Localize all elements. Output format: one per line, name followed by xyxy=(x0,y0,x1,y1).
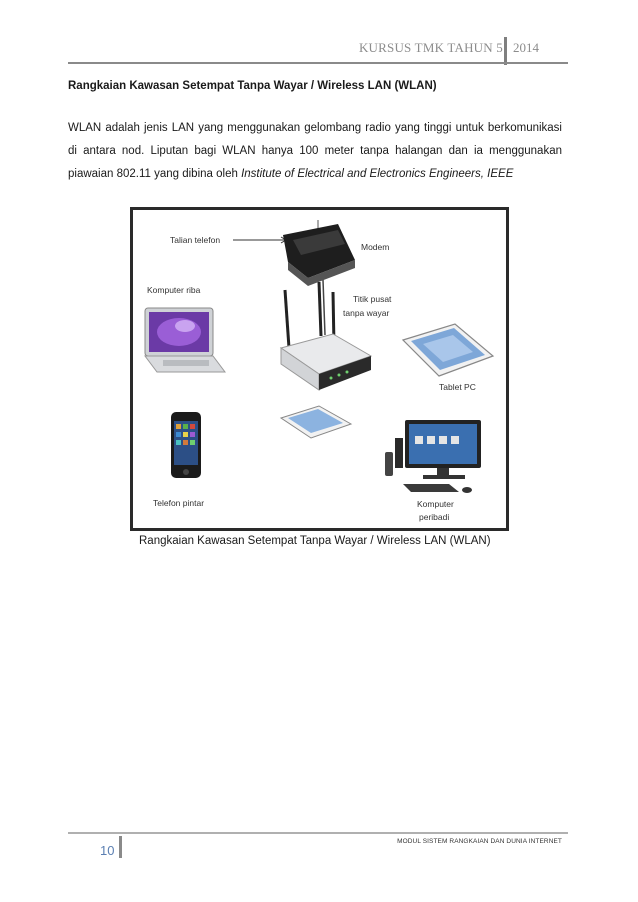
label-pc-1: Komputer xyxy=(417,499,454,509)
body-paragraph xyxy=(68,117,562,186)
footer-rule xyxy=(68,832,568,834)
header-year: 2014 xyxy=(513,40,539,55)
label-modem: Modem xyxy=(361,242,390,252)
smartphone-icon xyxy=(171,412,201,478)
label-access-point-2: tanpa wayar xyxy=(343,308,390,318)
desktop-computer-icon xyxy=(385,420,481,493)
paragraph-italic: Institute of Electrical and Electronics Engineers, IEEE xyxy=(241,168,514,180)
paragraph-text: WLAN adalah jenis LAN yang menggunakan gelombang radio yang tinggi untuk berkomunikasi di antara nod. Liputan bagi WLAN hanya 100 meter tanpa halangan dan ia menggunakan piawaian 802.11 yang dibina oleh xyxy=(68,122,562,180)
laptop-icon xyxy=(145,308,225,372)
footer-text: MODUL SISTEM RANGKAIAN DAN DUNIA INTERNET xyxy=(397,838,562,845)
label-pc-2: peribadi xyxy=(419,512,450,522)
footer-divider xyxy=(119,836,122,858)
label-access-point-1: Titik pusat xyxy=(353,294,392,304)
header-divider xyxy=(504,37,507,65)
section-heading: Rangkaian Kawasan Setempat Tanpa Wayar / Wireless LAN (WLAN) xyxy=(68,80,437,92)
modem-icon xyxy=(283,224,355,286)
label-tablet: Tablet PC xyxy=(439,382,476,392)
header-rule xyxy=(68,62,568,64)
tablet-icon xyxy=(403,324,493,376)
label-smartphone: Telefon pintar xyxy=(153,498,205,508)
header-title: KURSUS TMK TAHUN 5 xyxy=(358,40,503,55)
tablet-small-icon xyxy=(281,406,351,438)
figure-caption: Rangkaian Kawasan Setempat Tanpa Wayar / Wireless LAN (WLAN) xyxy=(139,535,491,547)
label-laptop: Komputer riba xyxy=(147,285,201,295)
wlan-diagram xyxy=(130,207,509,531)
label-phone-line: Talian telefon xyxy=(170,235,221,245)
page-number: 10 xyxy=(100,843,115,858)
